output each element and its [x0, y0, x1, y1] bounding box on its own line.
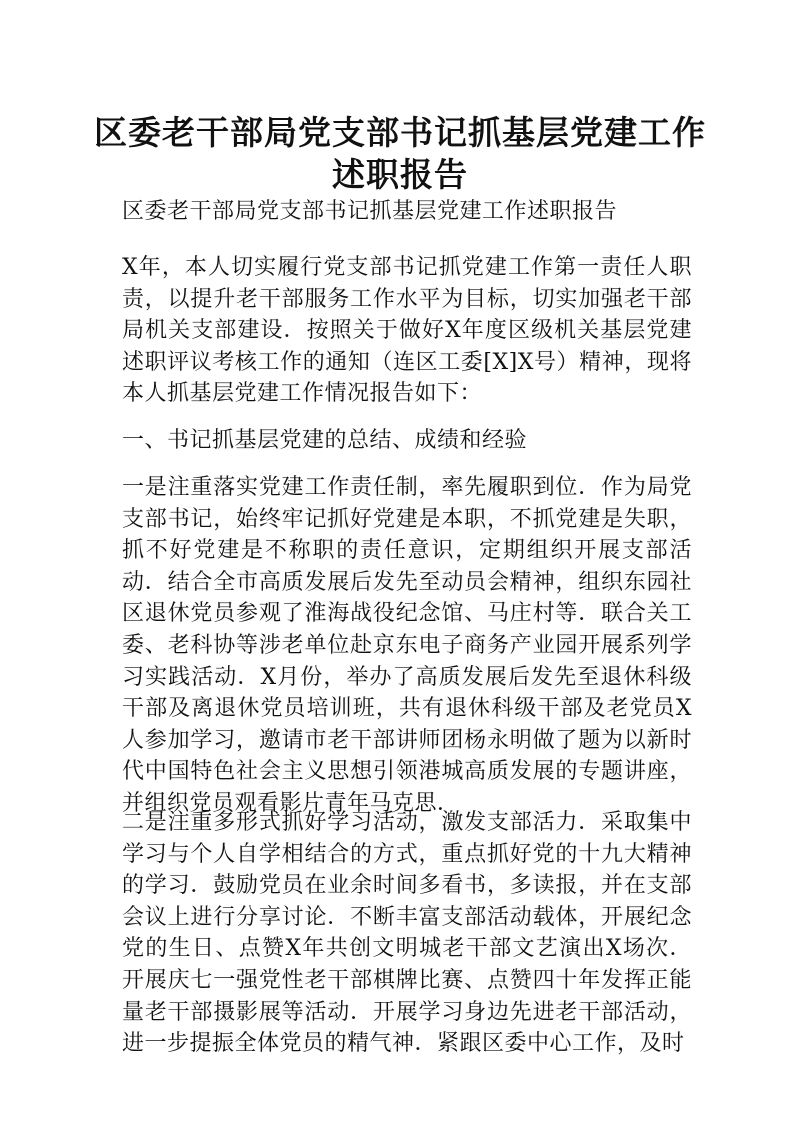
paragraph-second-point: 二是注重多形式抓好学习活动，激发支部活力．采取集中学习与个人自学相结合的方式，重点抓好党的十九大精神的学习．鼓励党员在业余时间多看书，多读报，并在支部会议上进行分享讨论．不断丰富支部活动载体，开展纪念党的生日、点赞X年共创文明城老干部文艺演出X场次．开展庆七一强党性老干部棋牌比赛、点赞四十年发挥正能量老干部摄影展等活动．开展学习身边先进老干部活动，进一步提振全体党员的精气神．紧跟区委中心工作，及时	[122, 810, 692, 1057]
document-title: 区委老干部局党支部书记抓基层党建工作述职报告	[94, 113, 706, 194]
paragraph-first-point: 一是注重落实党建工作责任制，率先履职到位．作为局党支部书记，始终牢记抓好党建是本职，不抓党建是失职，抓不好党建是不称职的责任意识，定期组织开展支部活动．结合全市高质发展后发先至动员会精神，组织东园社区退休党员参观了淮海战役纪念馆、马庄村等．联合关工委、老科协等涉老单位赴京东电子商务产业园开展系列学习实践活动．X月份，举办了高质发展后发先至退休科级干部及离退休党员培训班，共有退休科级干部及老党员X人参加学习，邀请市老干部讲师团杨永明做了题为以新时代中国特色社会主义思想引领港城高质发展的专题讲座，并组织党员观看影片青年马克思．	[122, 475, 692, 816]
section-heading: 一、书记抓基层党建的总结、成绩和经验	[122, 428, 528, 453]
document-subtitle: 区委老干部局党支部书记抓基层党建工作述职报告	[122, 199, 618, 224]
paragraph-intro: X年，本人切实履行党支部书记抓党建工作第一责任人职责，以提升老干部服务工作水平为目标，切实加强老干部局机关支部建设．按照关于做好X年度区级机关基层党建述职评议考核工作的通知（连区工委[X]X号）精神，现将本人抓基层党建工作情况报告如下：	[122, 255, 692, 407]
